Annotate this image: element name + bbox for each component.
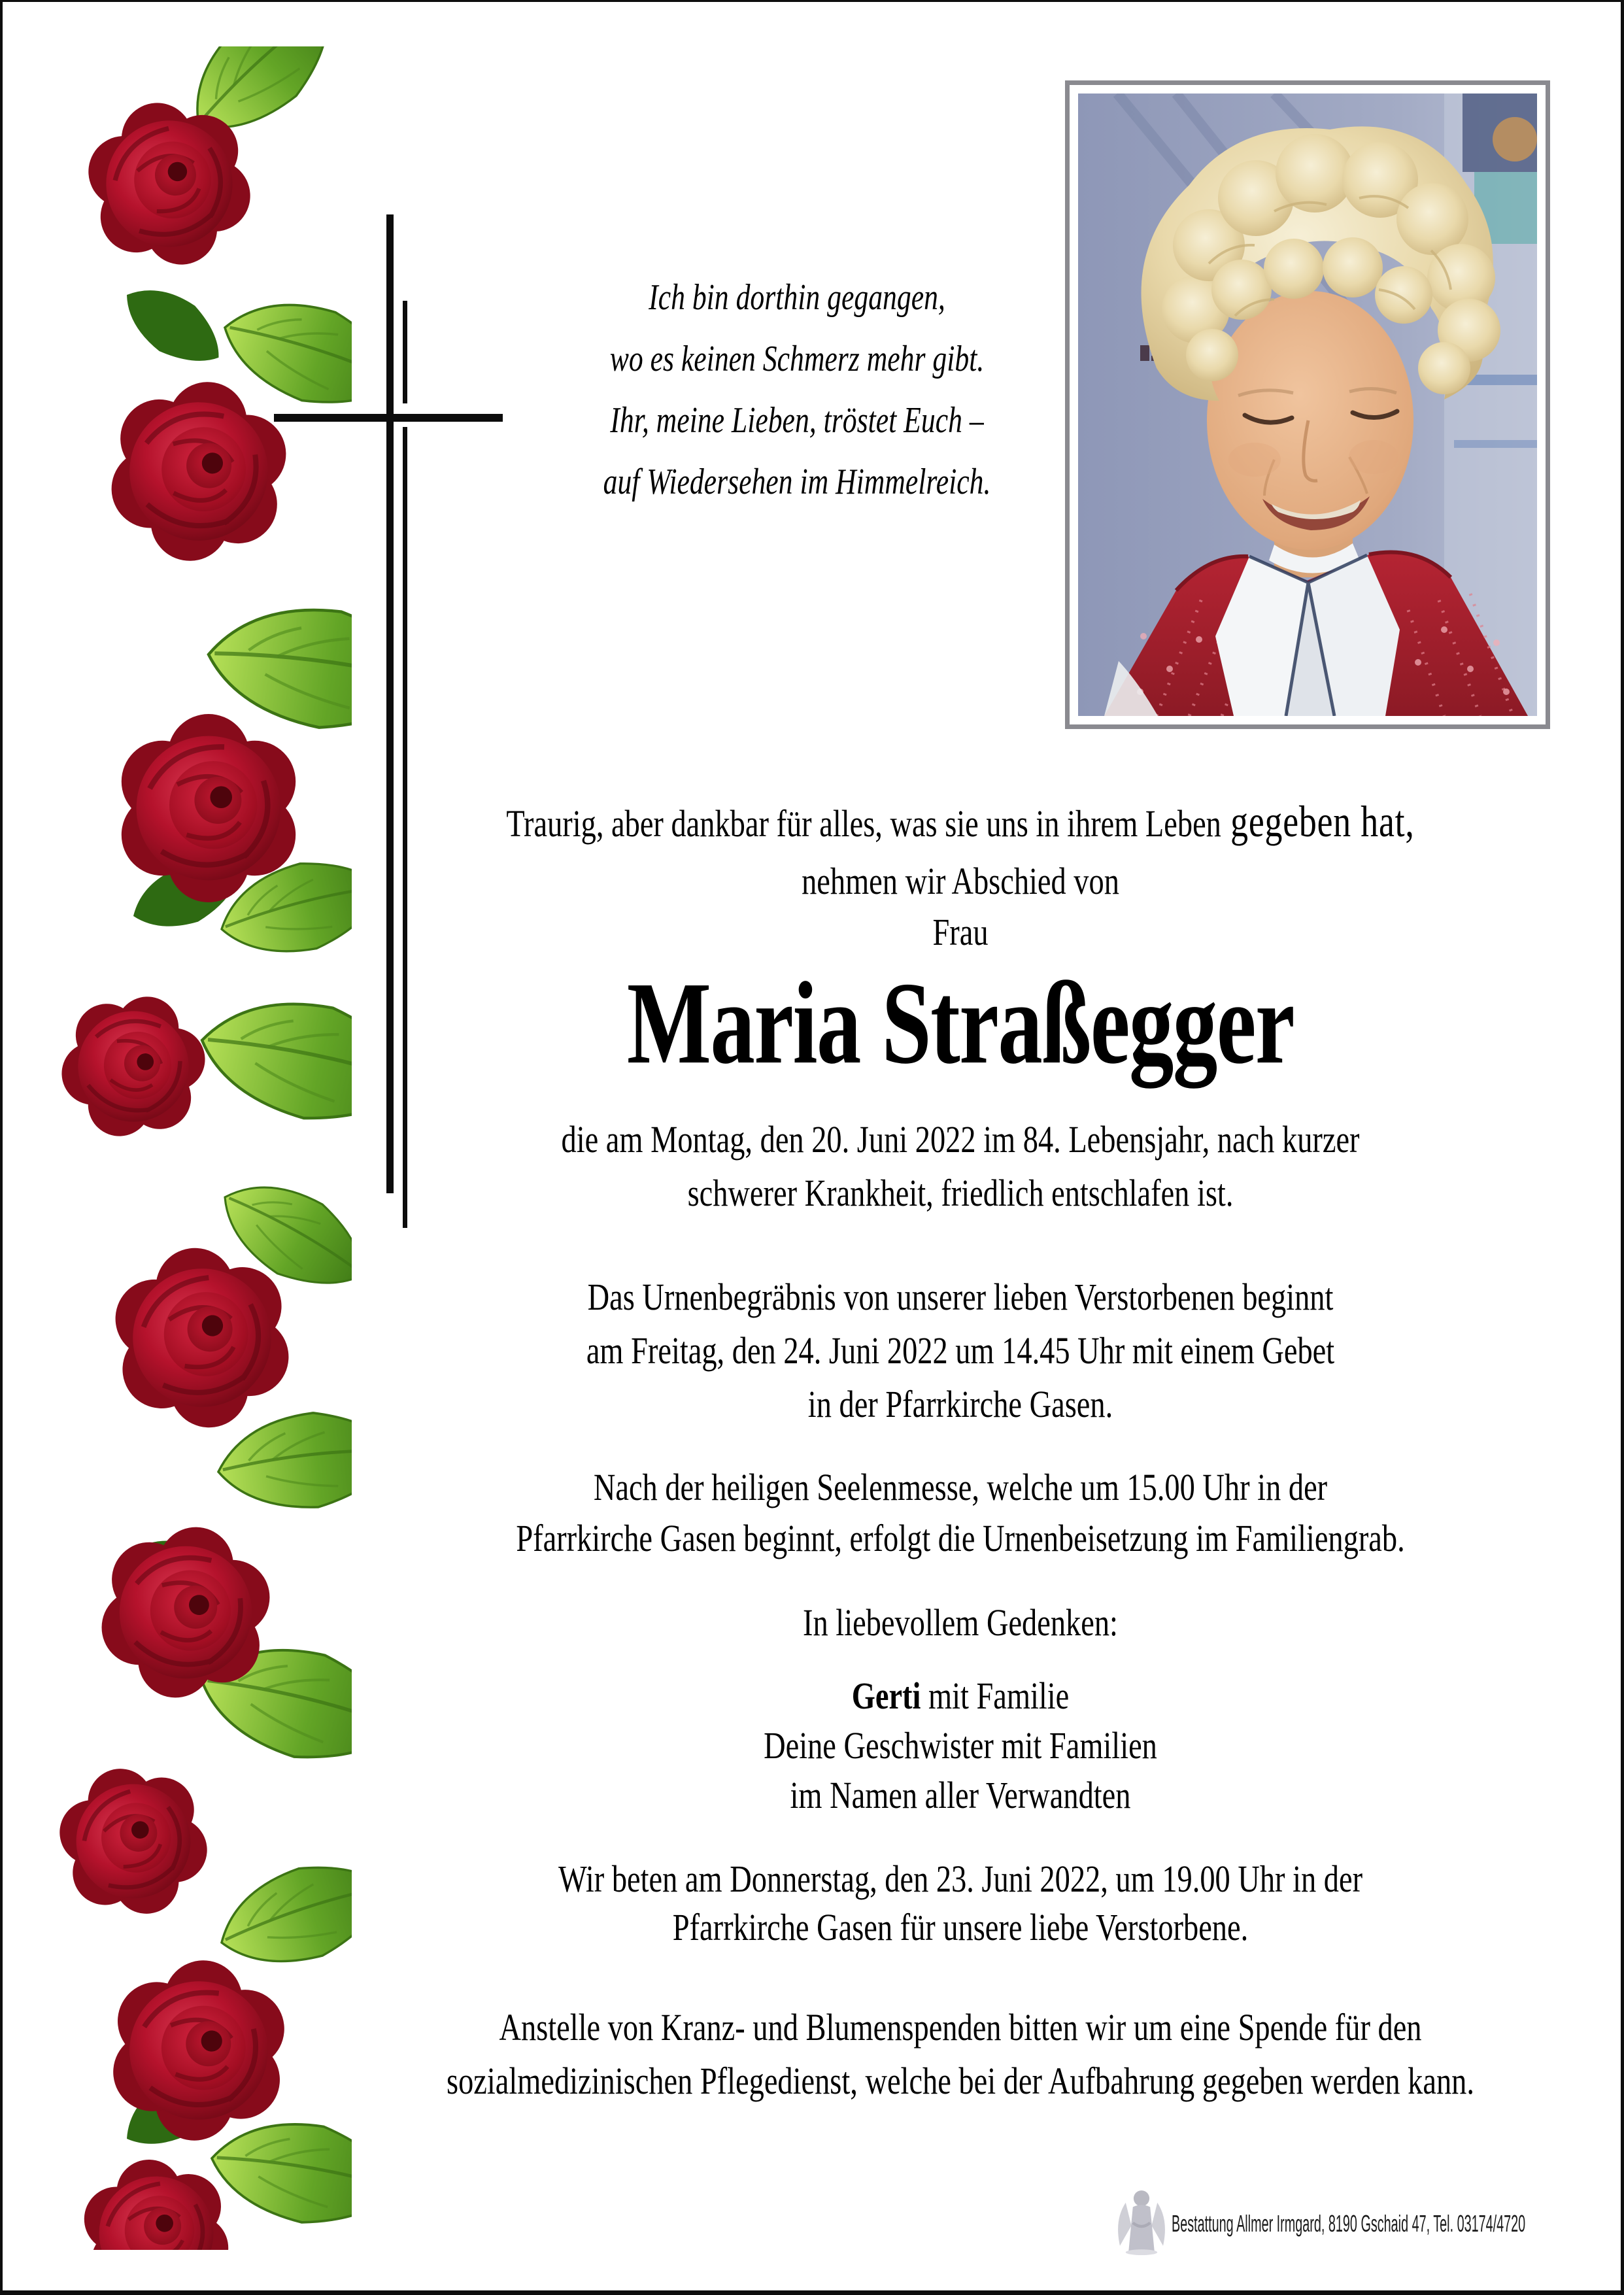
memorial-heading (297, 1596, 1624, 1650)
mass-paragraph (297, 1462, 1624, 1564)
cross-vertical-thin-upper (403, 301, 407, 403)
angel-statue-icon (1113, 2182, 1170, 2255)
death-info-paragraph (297, 1113, 1624, 1220)
donation-paragraph (297, 2001, 1624, 2108)
mourner-line-2: Deine Geschwister mit Familien (764, 1724, 1157, 1767)
prayer-line-2: Pfarrkirche Gasen für unsere liebe Verstorbene. (672, 1906, 1249, 1948)
prayer-line-1: Wir beten am Donnerstag, den 23. Juni 2022, um 19.00 Uhr in der (558, 1858, 1363, 1900)
mass-line-1: Nach der heiligen Seelenmesse, welche um 15.00 Uhr in der (593, 1466, 1328, 1508)
donation-line-1: Anstelle von Kranz- und Blumenspenden bitten wir um eine Spende für den (499, 2006, 1422, 2048)
poem-line-2: wo es keinen Schmerz mehr gibt. (609, 339, 985, 379)
prayer-paragraph (297, 1855, 1624, 1952)
mourner-1-name: Gerti (851, 1674, 921, 1717)
intro-line-2: nehmen wir Abschied von (802, 860, 1119, 902)
salutation-text: Frau (932, 911, 989, 953)
poem-line-4: auf Wiedersehen im Himmelreich. (603, 462, 991, 502)
memorial-heading-text: In liebevollem Gedenken: (803, 1601, 1118, 1644)
funeral-line-2: am Freitag, den 24. Juni 2022 um 14.45 Uhr mit einem Gebet (586, 1329, 1335, 1372)
mass-line-2: Pfarrkirche Gasen beginnt, erfolgt die Urnenbeisetzung im Familiengrab. (516, 1517, 1405, 1559)
funeral-line-1: Das Urnenbegräbnis von unserer lieben Verstorbenen beginnt (587, 1276, 1334, 1318)
mourner-line-1 (430, 1671, 1491, 1721)
donation-line-2: sozialmedizinischen Pflegedienst, welche bei der Aufbahrung gegeben werden kann. (447, 2060, 1474, 2102)
funeral-line-3: in der Pfarrkirche Gasen. (807, 1383, 1113, 1425)
mourner-1-rest: mit Familie (921, 1674, 1070, 1717)
funeral-home-info: Bestattung Allmer Irmgard, 8190 Gschaid 47, Tel. 03174/4720 (1172, 2210, 1526, 2237)
mourner-line-3: im Namen aller Verwandten (790, 1774, 1131, 1816)
deceased-name-text: Maria Straßegger (626, 958, 1294, 1088)
death-info-line-2: schwerer Krankheit, friedlich entschlafen ist. (687, 1172, 1234, 1214)
intro-line-1-regular: gegeben hat, (1221, 797, 1415, 846)
intro-line-1 (430, 793, 1491, 853)
poem (421, 267, 1173, 513)
death-info-line-1: die am Montag, den 20. Juni 2022 im 84. Lebensjahr, nach kurzer (561, 1118, 1360, 1161)
intro-paragraph (297, 793, 1624, 910)
funeral-paragraph (297, 1270, 1624, 1431)
intro-line-1-condensed: Traurig, aber dankbar für alles, was sie uns in ihrem Leben (506, 802, 1221, 845)
deceased-name (297, 951, 1624, 1095)
mourners-list (297, 1671, 1624, 1820)
poem-line-1: Ich bin dorthin gegangen, (649, 277, 945, 318)
poem-line-3: Ihr, meine Lieben, tröstet Euch – (610, 400, 984, 441)
